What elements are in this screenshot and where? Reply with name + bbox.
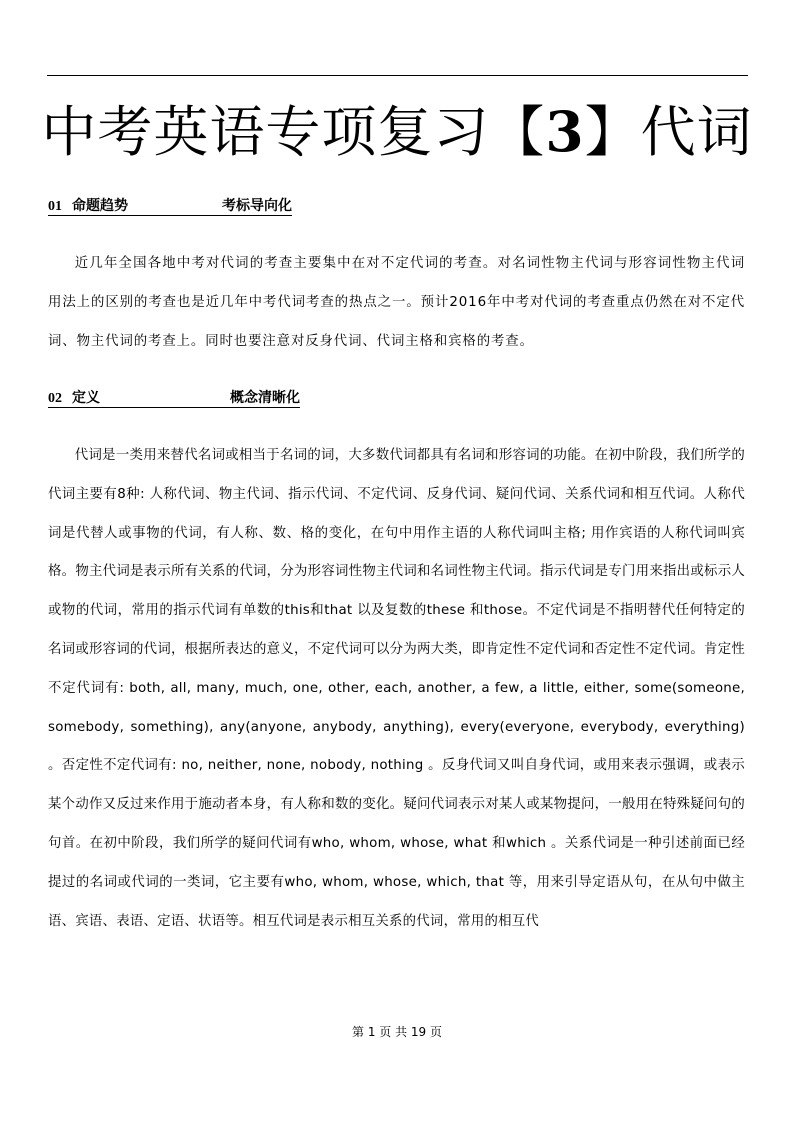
section-number: 01 — [48, 199, 62, 214]
section-heading-underline — [48, 390, 300, 408]
page-footer: 第 1 页 共 19 页 — [352, 1025, 442, 1039]
section-number: 02 — [48, 391, 62, 406]
section-label: 命题趋势 — [72, 198, 128, 214]
header-rule — [47, 75, 748, 76]
section-slogan: 考标导向化 — [222, 198, 292, 214]
section-label: 定义 — [72, 390, 100, 406]
trend-paragraph: 近几年全国各地中考对代词的考查主要集中在对不定代词的考查。对名词性物主代词与形容词性物主代词用法上的区别的考查也是近几年中考代词考查的热点之一。预计2016年中考对代词的考查重点仍然在对不定代词、物主代词的考查上。同时也要注意对反身代词、代词主格和宾格的考查。 — [48, 256, 745, 349]
section-slogan: 概念清晰化 — [230, 390, 300, 406]
section-heading-underline — [48, 198, 292, 216]
title-number: 3 — [545, 99, 585, 164]
section-heading-definition — [48, 387, 300, 409]
section-heading-trend — [48, 195, 292, 217]
title-prefix: 中考英语专项复习【 — [41, 100, 546, 164]
title-suffix: 】代词 — [584, 100, 753, 164]
document-title — [0, 92, 794, 172]
definition-paragraph: 代词是一类用来替代名词或相当于名词的词，大多数代词都具有名词和形容词的功能。在初中阶段，我们所学的代词主要有8种: 人称代词、物主代词、指示代词、不定代词、反身代词、疑问代词、关系代词和相互代词。人称代词是代替人或事物的代词，有人称、数、格的变化，在句中用作主语的人称代词叫主格; 用作宾语的人称代词叫宾格。物主代词是表示所有关系的代词，分为形容词性物主代词和名词性物主代词。指示代词是专门用来指出或标示人或物的代词，常用的指示代词有单数的this和that 以及复数的these 和those。不定代词是不指明替代任何特定的名词或形容词的代词，根据所表达的意义，不定代词可以分为两大类，即肯定性不定代词和否定性不定代词。肯定性不定代词有: both, all, many, much, one, other, each, another, a few, a little, either, some(someone, somebody, something), any(anyone, anybody, anything), every(everyone, everybody, everything) 。否定性不定代词有: no, neither, none, nobody, nothing 。反身代词又叫自身代词，或用来表示强调，或表示某个动作又反过来作用于施动者本身，有人称和数的变化。疑问代词表示对某人或某物提问，一般用在特殊疑问句的句首。在初中阶段，我们所学的疑问代词有who, whom, whose, what 和which 。关系代词是一种引述前面已经提过的名词或代词的一类词，它主要有who, whom, whose, which, that 等，用来引导定语从句，在从句中做主语、宾语、表语、定语、状语等。相互代词是表示相互关系的代词，常用的相互代 — [48, 448, 745, 929]
